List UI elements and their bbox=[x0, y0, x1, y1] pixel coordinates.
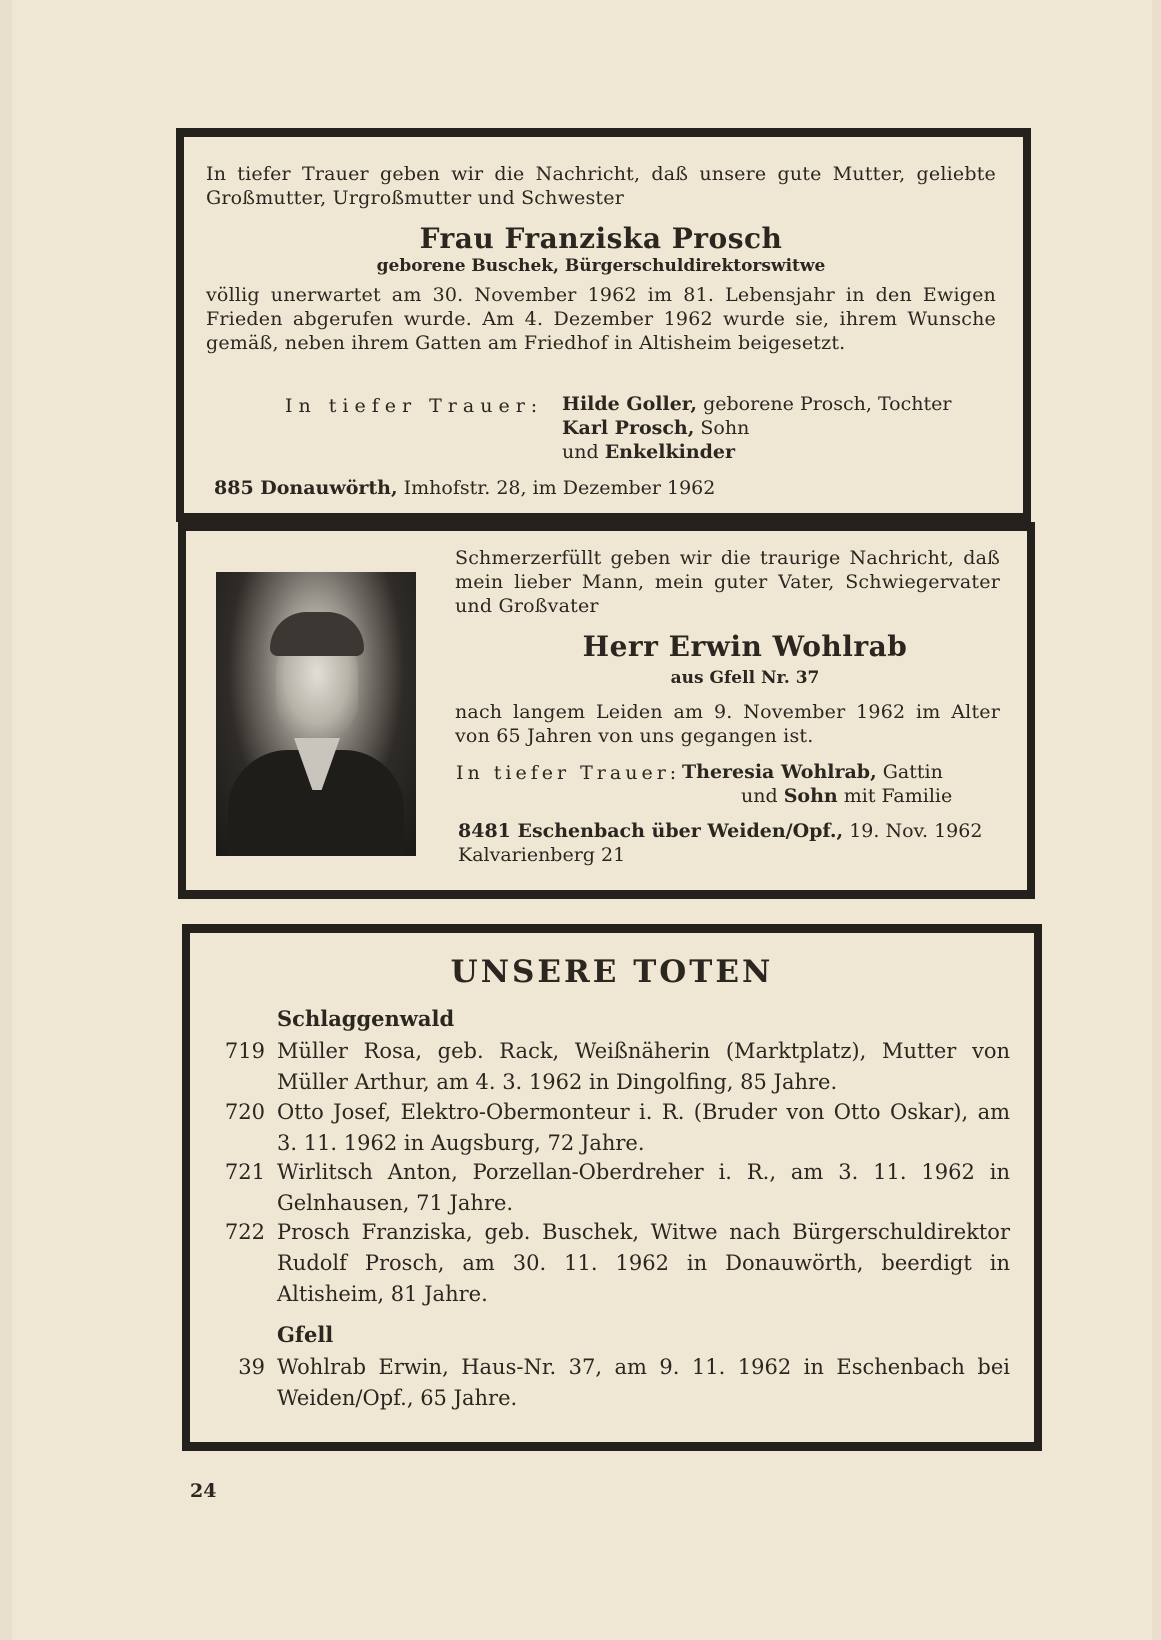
obituary-body: völlig unerwartet am 30. November 1962 im 81. Lebensjahr in den Ewigen Frieden abgerufen wurde. Am 4. Dezember 1962 wurde sie, ihrem Wunsche gemäß, neben ihrem Gatten am Friedhof in Altisheim beigesetzt. bbox=[206, 284, 996, 354]
mourner-relation: geborene Prosch, Tochter bbox=[697, 393, 952, 415]
mourner-prefix: und bbox=[562, 441, 605, 463]
mourner-line bbox=[682, 760, 943, 784]
entry-text: Müller Rosa, geb. Rack, Weißnäherin (Marktplatz), Mutter von Müller Arthur, am 4. 3. 1962 in Dingolfing, 85 Jahre. bbox=[277, 1039, 1010, 1094]
entry-number: 721 bbox=[224, 1160, 265, 1184]
deceased-name: Herr Erwin Wohlrab bbox=[582, 630, 908, 663]
mourner-line bbox=[741, 784, 952, 808]
obituary-address: Kalvarienberg 21 bbox=[458, 844, 626, 866]
mourner-name: Karl Prosch, bbox=[562, 417, 695, 439]
mourners-label: In tiefer Trauer: bbox=[456, 762, 681, 784]
mourner-name: Enkelkinder bbox=[604, 441, 736, 463]
obituary-body: nach langem Leiden am 9. November 1962 im Alter von 65 Jahren von uns gegangen ist. bbox=[455, 701, 1000, 747]
portrait-photo bbox=[216, 572, 416, 856]
place-name: 8481 Eschenbach über Weiden/Opf., bbox=[458, 820, 844, 842]
mourner-name: Theresia Wohlrab, bbox=[682, 761, 877, 783]
entry-text: Otto Josef, Elektro-Obermonteur i. R. (Bruder von Otto Oskar), am 3. 11. 1962 in Augsburg, 72 Jahre. bbox=[277, 1100, 1010, 1155]
obituary-place-date bbox=[214, 477, 715, 499]
section-heading-schlaggenwald: Schlaggenwald bbox=[277, 1006, 455, 1031]
mourner-relation: mit Familie bbox=[837, 785, 953, 807]
section-heading-gfell: Gfell bbox=[277, 1322, 334, 1347]
place-date: 19. Nov. 1962 bbox=[843, 820, 983, 842]
entry-number: 720 bbox=[224, 1100, 265, 1124]
mourner-relation: Gattin bbox=[876, 761, 943, 783]
obituary-intro: Schmerzerfüllt geben wir die traurige Nachricht, daß mein lieber Mann, mein guter Vater, Schwiegervater und Großvater bbox=[455, 547, 1000, 617]
mourner-line bbox=[562, 440, 735, 464]
entry-number: 722 bbox=[224, 1220, 265, 1244]
deceased-subtitle: geborene Buschek, Bürgerschuldirektorswitwe bbox=[376, 256, 826, 276]
obituary-place-date bbox=[458, 820, 982, 842]
deceased-name: Frau Franziska Prosch bbox=[419, 222, 783, 255]
mourner-prefix: und bbox=[741, 785, 784, 807]
mourner-line bbox=[562, 416, 749, 440]
mourner-name: Hilde Goller, bbox=[562, 393, 698, 415]
obituary-intro: In tiefer Trauer geben wir die Nachricht, daß unsere gute Mutter, geliebte Großmutter, Urgroßmutter und Schwester bbox=[206, 163, 996, 209]
mourners-label: In tiefer Trauer: bbox=[285, 395, 544, 417]
mourner-relation: Sohn bbox=[694, 417, 750, 439]
place-details: Imhofstr. 28, im Dezember 1962 bbox=[397, 477, 716, 499]
place-name: 885 Donauwörth, bbox=[214, 477, 398, 499]
entry-text: Wohlrab Erwin, Haus-Nr. 37, am 9. 11. 1962 in Eschenbach bei Weiden/Opf., 65 Jahre. bbox=[277, 1355, 1010, 1410]
photo-hair bbox=[270, 612, 364, 656]
entry-text: Wirlitsch Anton, Porzellan-Oberdreher i. R., am 3. 11. 1962 in Gelnhausen, 71 Jahre. bbox=[277, 1160, 1010, 1215]
entry-text: Prosch Franziska, geb. Buschek, Witwe nach Bürgerschuldirektor Rudolf Prosch, am 30. 11. 1962 in Donauwörth, beerdigt in Altisheim, 81 Jahre. bbox=[277, 1220, 1010, 1306]
mourner-line bbox=[562, 392, 951, 416]
list-title: UNSERE TOTEN bbox=[450, 954, 774, 990]
entry-number: 39 bbox=[238, 1355, 265, 1379]
deceased-subtitle: aus Gfell Nr. 37 bbox=[670, 668, 820, 688]
mourner-name: Sohn bbox=[783, 785, 838, 807]
page-number: 24 bbox=[190, 1480, 217, 1502]
entry-number: 719 bbox=[224, 1039, 265, 1063]
